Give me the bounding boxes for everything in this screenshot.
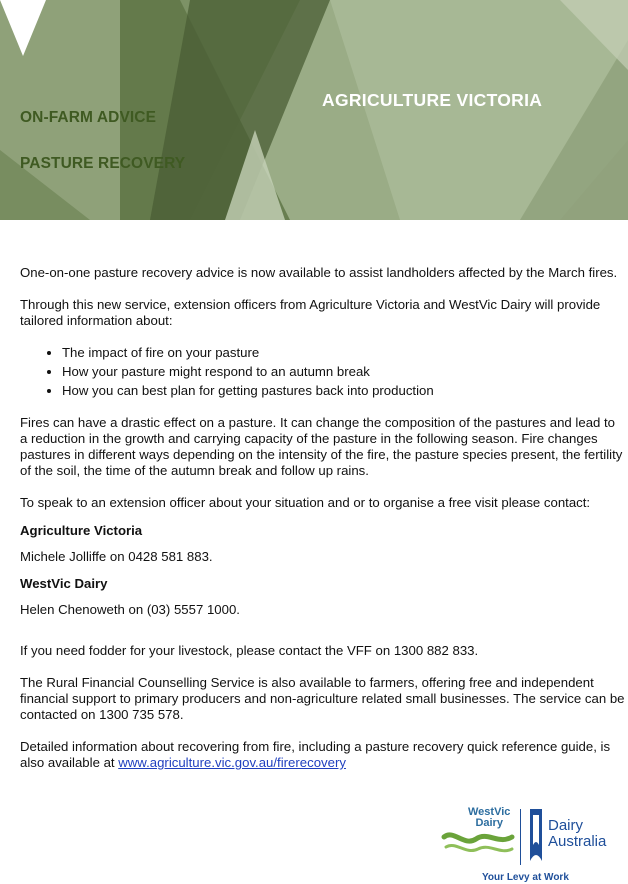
rural-financial-paragraph: The Rural Financial Counselling Service is also available to farmers, offering free and independent financial support to primary producers and non-agriculture related small businesses. The service can be contacted on 1300 735 578. xyxy=(20,675,625,722)
westvic-logo-line1: WestVic xyxy=(468,806,511,818)
levy-tagline: Your Levy at Work xyxy=(482,872,569,883)
service-intro-paragraph: Through this new service, extension officers from Agriculture Victoria and WestVic Dairy will provide tailored information about: xyxy=(20,297,601,328)
list-item: • How you can best plan for getting pastures back into production xyxy=(62,383,625,399)
header-banner xyxy=(0,0,628,220)
list-item: • The impact of fire on your pasture xyxy=(62,345,625,361)
section-spacer xyxy=(20,629,625,643)
dairy-australia-mark-icon xyxy=(528,809,544,865)
agriculture-victoria-logo: AGRICULTURE VICTORIA xyxy=(322,90,543,110)
victoria-triangle-icon xyxy=(0,0,46,56)
westvic-hills-icon xyxy=(440,825,516,865)
dairy-australia-logo xyxy=(548,818,606,850)
contact-org-agriculture-victoria: Agriculture Victoria xyxy=(20,523,143,538)
detailed-info-paragraph xyxy=(20,739,625,771)
banner-title-pasture-recovery: PASTURE RECOVERY xyxy=(20,155,186,172)
logo-divider xyxy=(520,809,521,865)
footer-logos xyxy=(440,805,625,884)
advice-topics-list xyxy=(20,345,625,399)
fodder-paragraph: If you need fodder for your livestock, please contact the VFF on 1300 882 833. xyxy=(20,643,479,658)
contact-person-agriculture-victoria: Michele Jolliffe on 0428 581 883. xyxy=(20,549,213,564)
dairy-australia-line2: Australia xyxy=(548,833,607,850)
list-item: • How your pasture might respond to an autumn break xyxy=(62,364,625,380)
contact-person-westvic-dairy: Helen Chenoweth on (03) 5557 1000. xyxy=(20,602,240,617)
intro-paragraph: One-on-one pasture recovery advice is now available to assist landholders affected by the March fires. xyxy=(20,265,618,280)
fire-recovery-link[interactable]: www.agriculture.vic.gov.au/firerecovery xyxy=(118,755,346,770)
westvic-logo-line2: Dairy xyxy=(475,817,503,829)
banner-title-on-farm-advice: ON-FARM ADVICE xyxy=(20,109,157,126)
detailed-info-text: Detailed information about recovering from fire, including a pasture recovery quick reference guide, is also available at xyxy=(20,739,611,770)
contact-intro-paragraph: To speak to an extension officer about your situation and or to organise a free visit please contact: xyxy=(20,495,591,510)
fire-effects-paragraph: Fires can have a drastic effect on a pasture. It can change the composition of the pastures and lead to a reduction in the growth and carrying capacity of the pasture in the following season. Fire changes pastures in different ways depending on the intensity of the fire, the pasture species present, the fertility of the soil, the time of the autumn break and follow up rains. xyxy=(20,415,623,478)
dairy-australia-line1: Dairy xyxy=(548,817,584,834)
contact-org-westvic-dairy: WestVic Dairy xyxy=(20,576,108,591)
main-content xyxy=(20,265,625,787)
